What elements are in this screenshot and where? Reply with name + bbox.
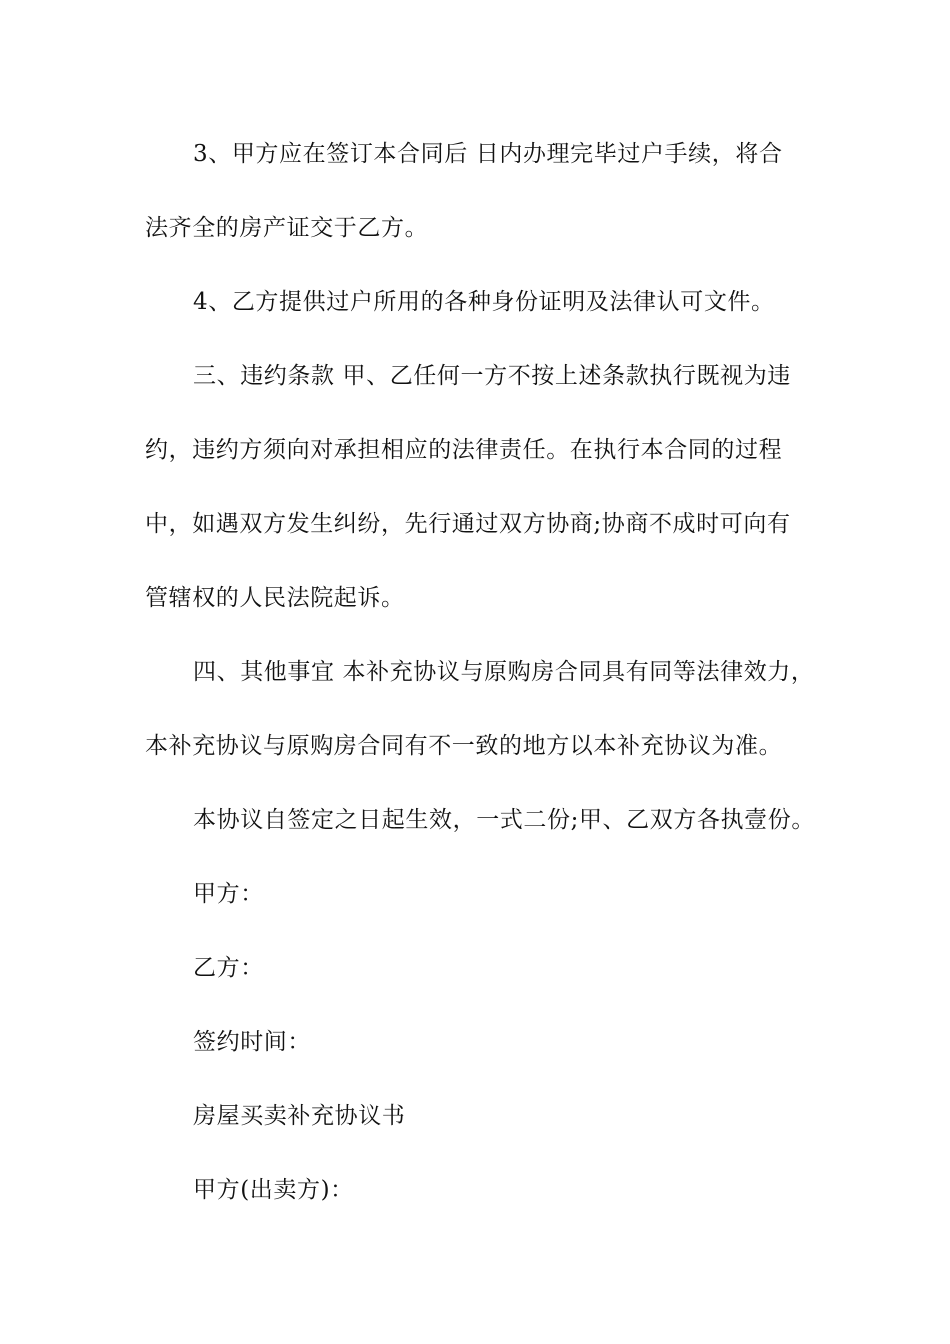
seller-party-label: 甲方(出卖方)：	[193, 1177, 354, 1203]
agreement-title: 房屋买卖补充协议书	[193, 1103, 406, 1129]
other-matters-line-1: 四、其他事宜 本补充协议与原购房合同具有同等法律效力，	[193, 659, 815, 685]
breach-clause-line-3: 中，如遇双方发生纠纷，先行通过双方协商;协商不成时可向有	[145, 511, 791, 537]
signing-date-label: 签约时间：	[193, 1029, 311, 1055]
clause-3-line-1: 3、甲方应在签订本合同后 日内办理完毕过户手续，将合	[193, 141, 783, 167]
breach-clause-line-1: 三、违约条款 甲、乙任何一方不按上述条款执行既视为违	[193, 363, 791, 389]
party-b-signature-label: 乙方：	[193, 955, 264, 981]
breach-clause-line-4: 管辖权的人民法院起诉。	[145, 585, 405, 611]
effective-clause-line: 本协议自签定之日起生效，一式二份;甲、乙双方各执壹份。	[193, 807, 815, 833]
party-a-signature-label: 甲方：	[193, 881, 264, 907]
clause-3-line-2: 法齐全的房产证交于乙方。	[145, 215, 429, 241]
clause-4-line: 4、乙方提供过户所用的各种身份证明及法律认可文件。	[193, 289, 775, 315]
other-matters-line-2: 本补充协议与原购房合同有不一致的地方以本补充协议为准。	[145, 733, 783, 759]
breach-clause-line-2: 约，违约方须向对承担相应的法律责任。在执行本合同的过程	[145, 437, 783, 463]
